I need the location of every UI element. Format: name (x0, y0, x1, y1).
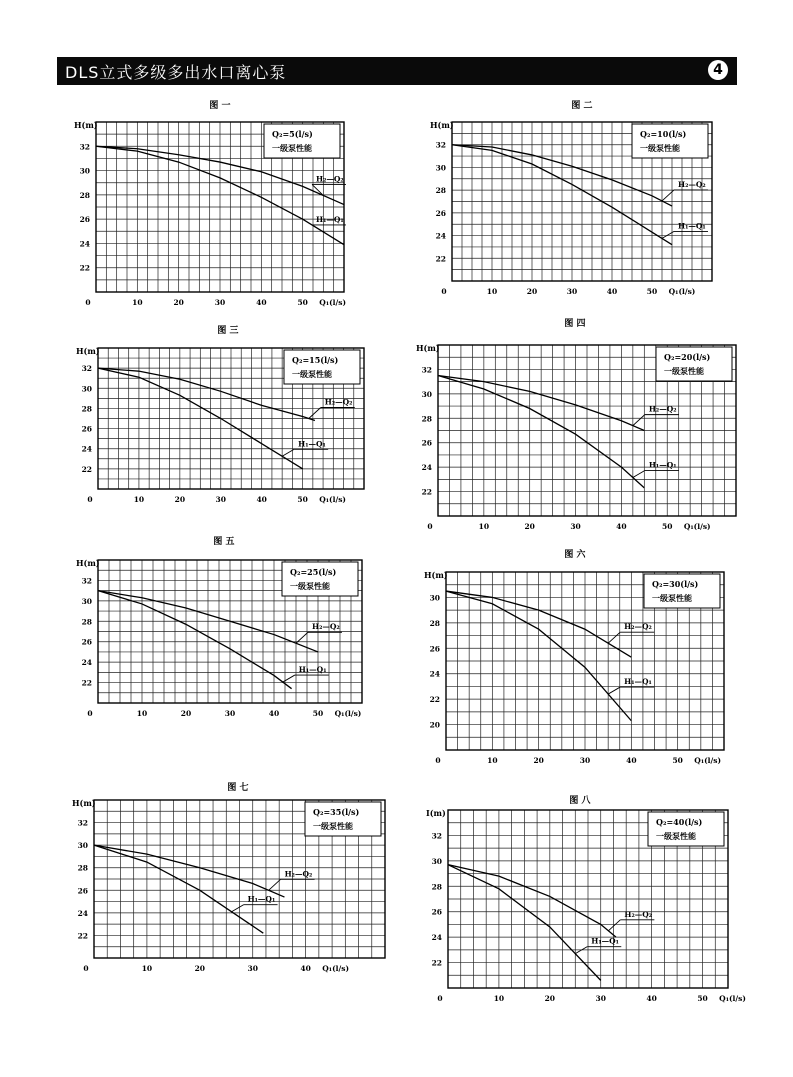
chart-title: 图 五 (213, 537, 235, 547)
chart-7 (72, 781, 385, 973)
series-label: H₁—Q₁ (247, 894, 276, 904)
x-tick-label: 40 (300, 964, 311, 973)
page-title: DLS立式多级多出水口离心泵 (65, 63, 287, 82)
x-tick-label: 20 (173, 298, 184, 307)
x-tick-label: 10 (132, 298, 143, 307)
y-tick-label: 26 (81, 637, 92, 647)
y-tick-label: 22 (79, 263, 90, 273)
y-tick-label: 30 (81, 596, 92, 606)
x-tick-label: 0 (427, 522, 433, 531)
chart-8 (426, 794, 746, 1003)
series-label: H₂—Q₂ (624, 622, 652, 632)
x-tick-label: 10 (493, 994, 505, 1003)
y-tick-label: 28 (435, 186, 446, 196)
y-tick-label: 32 (79, 142, 90, 152)
x-tick-label: 0 (87, 709, 93, 718)
x-axis-label: Q₁(l/s) (694, 756, 722, 765)
x-axis-label: Q₁(l/s) (719, 994, 746, 1003)
series-line-h1-q1 (94, 845, 263, 933)
y-axis-label: H(m) (424, 570, 448, 580)
series-line-h2-q2 (94, 845, 284, 897)
y-tick-label: 32 (421, 365, 432, 375)
chart-title: 图 三 (217, 326, 239, 336)
x-tick-label: 30 (215, 495, 226, 504)
x-tick-label: 40 (268, 709, 280, 718)
series-label: H₁—Q₁ (298, 439, 326, 449)
y-tick-label: 26 (421, 438, 432, 448)
y-tick-label: 22 (421, 487, 432, 497)
x-tick-label: 40 (256, 495, 267, 504)
legend-text: Q₂=10(l/s) (640, 129, 687, 139)
x-tick-label: 10 (486, 287, 498, 296)
legend-text: Q₂=5(l/s) (272, 129, 313, 139)
x-tick-label: 50 (662, 522, 673, 531)
series-leader-line (312, 184, 323, 195)
y-tick-label: 32 (77, 818, 88, 828)
y-tick-label: 26 (435, 208, 446, 218)
chart-title: 图 七 (227, 783, 249, 793)
chart-4 (416, 317, 736, 531)
y-tick-label: 22 (435, 254, 446, 264)
y-tick-label: 24 (421, 463, 432, 473)
series-leader-line (312, 225, 323, 232)
x-tick-label: 50 (312, 709, 324, 718)
y-tick-label: 22 (81, 678, 92, 688)
y-tick-label: 30 (79, 166, 90, 176)
series-label: H₁—Q₁ (624, 677, 652, 687)
x-axis-label: Q₁(l/s) (319, 495, 346, 504)
y-tick-label: 28 (79, 190, 90, 200)
y-tick-label: 28 (429, 618, 440, 628)
x-tick-label: 0 (435, 756, 441, 765)
chart-3 (76, 324, 364, 504)
y-tick-label: 26 (81, 424, 92, 434)
chart-5 (76, 535, 362, 718)
y-tick-label: 30 (81, 384, 92, 394)
y-tick-label: 28 (81, 617, 92, 627)
y-tick-label: 30 (431, 856, 442, 866)
legend-text: Q₂=15(l/s) (292, 355, 339, 365)
x-tick-label: 0 (83, 964, 89, 973)
x-tick-label: 20 (526, 287, 538, 296)
series-label: H₁—Q₁ (591, 936, 619, 946)
x-tick-label: 30 (247, 964, 258, 973)
x-tick-label: 20 (174, 495, 186, 504)
legend-text: 一级泵性能 (292, 369, 332, 379)
y-axis-label: H(m) (72, 798, 96, 808)
legend-text: Q₂=30(l/s) (652, 579, 699, 589)
series-leader-line (608, 687, 620, 694)
x-tick-label: 30 (214, 298, 226, 307)
y-axis-label: H(m) (430, 120, 454, 130)
x-tick-label: 30 (224, 709, 236, 718)
y-tick-label: 22 (429, 695, 440, 705)
x-tick-label: 40 (256, 298, 267, 307)
legend-text: 一级泵性能 (652, 593, 692, 603)
series-leader-line (633, 415, 645, 426)
series-label: H₂—Q₂ (678, 179, 706, 189)
series-label: H₁—Q₁ (298, 665, 327, 675)
x-axis-label: Q₁(l/s) (322, 964, 350, 973)
y-tick-label: 24 (431, 933, 442, 943)
x-tick-label: 50 (297, 298, 308, 307)
x-tick-label: 30 (570, 522, 581, 531)
x-tick-label: 40 (646, 994, 657, 1003)
y-tick-label: 32 (81, 576, 92, 586)
y-tick-label: 26 (77, 886, 88, 896)
chart-title: 图 四 (564, 319, 586, 329)
x-axis-label: Q₁(l/s) (683, 522, 711, 531)
legend-text: 一级泵性能 (290, 581, 330, 591)
y-tick-label: 26 (429, 644, 440, 654)
y-tick-label: 30 (435, 163, 446, 173)
y-tick-label: 22 (81, 464, 92, 474)
x-tick-label: 50 (672, 756, 683, 765)
x-axis-label: Q₁(l/s) (668, 287, 696, 296)
series-leader-line (232, 905, 244, 912)
x-tick-label: 10 (136, 709, 148, 718)
y-tick-label: 28 (81, 404, 92, 414)
series-label: H₂—Q₂ (284, 869, 313, 879)
x-tick-label: 20 (544, 994, 556, 1003)
x-tick-label: 10 (487, 756, 498, 765)
y-tick-label: 30 (421, 389, 432, 399)
y-tick-label: 26 (431, 907, 442, 917)
x-tick-label: 50 (297, 495, 308, 504)
y-tick-label: 28 (421, 414, 432, 424)
y-axis-label: H(m) (76, 558, 100, 568)
chart-2 (430, 99, 712, 296)
chart-title: 图 一 (209, 101, 231, 111)
x-tick-label: 50 (646, 287, 658, 296)
legend-text: Q₂=25(l/s) (290, 567, 337, 577)
x-tick-label: 0 (441, 287, 447, 296)
y-tick-label: 32 (435, 140, 446, 150)
chart-6 (424, 548, 724, 765)
series-leader-line (269, 879, 281, 890)
x-tick-label: 10 (141, 964, 153, 973)
legend-text: Q₂=20(l/s) (664, 352, 711, 362)
chart-title: 图 二 (571, 101, 593, 111)
series-label: H₂—Q₂ (316, 174, 344, 184)
x-tick-label: 30 (579, 756, 591, 765)
legend-text: Q₂=40(l/s) (656, 817, 703, 827)
x-tick-label: 20 (180, 709, 192, 718)
y-tick-label: 24 (81, 444, 92, 454)
legend-text: 一级泵性能 (313, 821, 353, 831)
page-number-badge: 4 (708, 60, 728, 80)
x-tick-label: 10 (133, 495, 145, 504)
y-tick-label: 24 (81, 658, 92, 668)
series-leader-line (309, 408, 321, 419)
legend-text: 一级泵性能 (272, 143, 312, 153)
y-axis-label: H(m) (76, 346, 100, 356)
x-tick-label: 0 (85, 298, 91, 307)
legend-text: Q₂=35(l/s) (313, 807, 360, 817)
chart-1 (74, 99, 346, 307)
series-leader-line (608, 920, 620, 931)
y-tick-label: 32 (81, 364, 92, 374)
x-axis-label: Q₁(l/s) (334, 709, 362, 718)
x-tick-label: 0 (87, 495, 93, 504)
y-tick-label: 22 (77, 931, 88, 941)
y-tick-label: 28 (77, 863, 88, 873)
x-tick-label: 40 (616, 522, 627, 531)
x-tick-label: 0 (437, 994, 443, 1003)
y-tick-label: 24 (77, 908, 88, 918)
series-label: H₁—Q₁ (678, 221, 706, 231)
x-tick-label: 40 (626, 756, 637, 765)
x-tick-label: 30 (595, 994, 606, 1003)
y-axis-label: H(m) (74, 120, 98, 130)
x-tick-label: 50 (697, 994, 708, 1003)
series-leader-line (608, 632, 620, 643)
y-tick-label: 24 (429, 669, 440, 679)
legend-text: 一级泵性能 (640, 143, 680, 153)
y-axis-label: I(m) (426, 808, 446, 818)
series-line-h1-q1 (98, 591, 292, 689)
legend-text: 一级泵性能 (664, 366, 704, 376)
y-axis-label: H(m) (416, 343, 440, 353)
y-tick-label: 20 (429, 720, 440, 730)
y-tick-label: 30 (77, 841, 88, 851)
series-label: H₂—Q₂ (324, 397, 353, 407)
x-tick-label: 10 (478, 522, 490, 531)
x-tick-label: 20 (524, 522, 535, 531)
chart-title: 图 八 (569, 796, 591, 806)
series-label: H₂—Q₂ (624, 909, 653, 919)
series-label: H₁—Q₁ (316, 214, 344, 224)
legend-text: 一级泵性能 (656, 831, 696, 841)
y-tick-label: 26 (79, 215, 90, 225)
series-leader-line (283, 675, 295, 682)
x-tick-label: 30 (566, 287, 578, 296)
y-tick-label: 24 (79, 239, 90, 249)
y-tick-label: 32 (431, 831, 442, 841)
x-tick-label: 20 (194, 964, 206, 973)
series-label: H₂—Q₂ (312, 622, 340, 632)
x-tick-label: 40 (606, 287, 618, 296)
series-label: H₁—Q₁ (648, 460, 677, 470)
y-tick-label: 30 (429, 593, 440, 603)
series-label: H₂—Q₂ (648, 404, 677, 414)
y-tick-label: 28 (431, 882, 442, 892)
x-axis-label: Q₁(l/s) (319, 298, 347, 307)
y-tick-label: 24 (435, 231, 446, 241)
series-leader-line (633, 471, 645, 478)
x-tick-label: 20 (533, 756, 544, 765)
chart-title: 图 六 (564, 550, 586, 560)
y-tick-label: 22 (431, 958, 442, 968)
